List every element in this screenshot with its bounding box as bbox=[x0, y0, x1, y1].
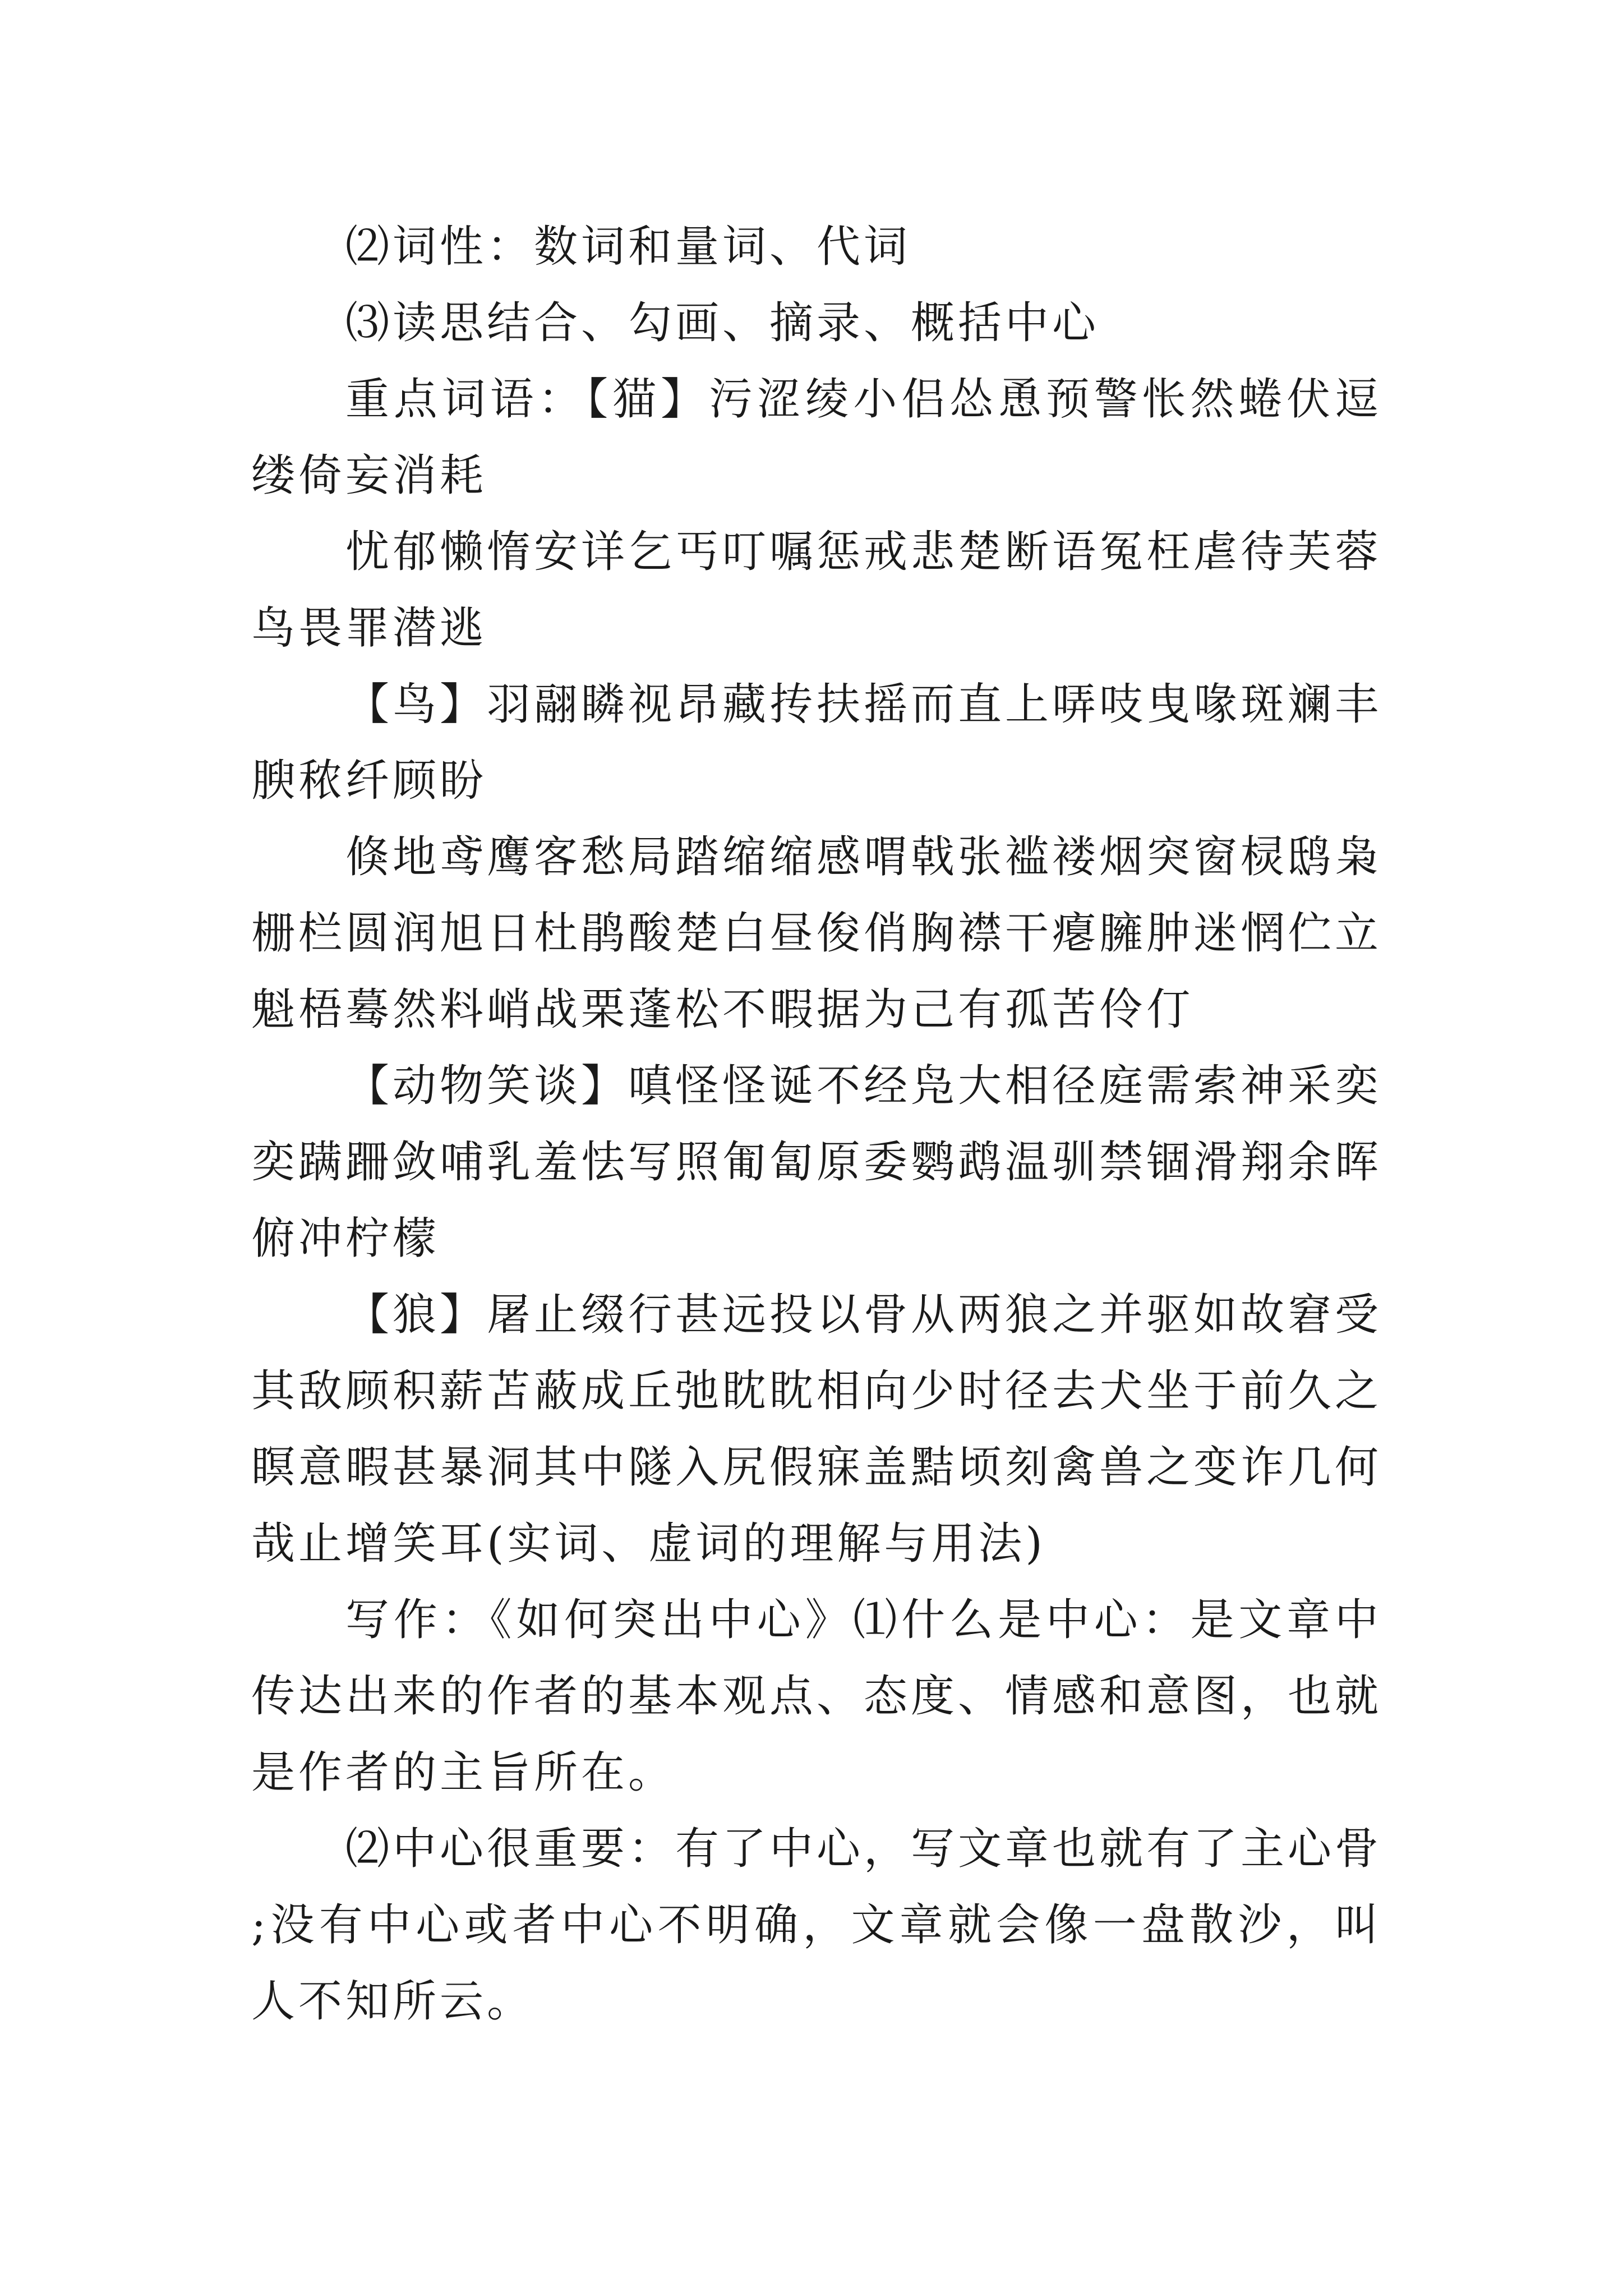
paragraph-center-importance: ⑵中心很重要：有了中心，写文章也就有了主心骨;没有中心或者中心不明确，文章就会像一盘散沙，叫人不知所云。 bbox=[251, 1824, 1382, 2027]
paragraph-key-words-cat-cont: 忧郁懒惰安详乞丐叮嘱惩戒悲楚断语冤枉虐待芙蓉鸟畏罪潜逃 bbox=[251, 527, 1382, 654]
paragraph-part-of-speech: ⑵词性：数词和量词、代词 bbox=[345, 222, 911, 272]
paragraph-key-words-bird: 【鸟】羽翮瞵视昂藏抟扶摇而直上哢吱曳喙斑斓丰腴秾纤顾盼 bbox=[251, 679, 1382, 806]
paragraph-key-words-wolf: 【狼】屠止缀行甚远投以骨从两狼之并驱如故窘受其敌顾积薪苫蔽成丘弛眈眈相向少时径去犬坐于前久之瞑意暇甚暴洞其中隧入尻假寐盖黠顷刻禽兽之变诈几何哉止增笑耳(实词、虚词的理解与用法) bbox=[251, 1290, 1382, 1569]
paragraph-key-words-bird-cont: 倏地鸢鹰客愁局踏缩缩感喟戟张褴褛烟突窗棂鸱枭栅栏圆润旭日杜鹃酸楚白昼俊俏胸襟干瘪臃肿迷惘伫立魁梧蓦然料峭战栗蓬松不暇据为己有孤苦伶仃 bbox=[251, 832, 1382, 1035]
paragraph-key-words-cat: 重点词语：【猫】污涩绫小侣怂恿预警怅然蜷伏逗缕倚妄消耗 bbox=[251, 374, 1382, 501]
paragraph-reading-method: ⑶读思结合、勾画、摘录、概括中心 bbox=[345, 298, 1100, 348]
paragraph-key-words-animal-talk: 【动物笑谈】嗔怪怪诞不经凫大相径庭需索神采奕奕蹒跚敛哺乳羞怯写照匍匐原委鹦鹉温驯禁锢滑翔余晖俯冲柠檬 bbox=[251, 1061, 1382, 1264]
paragraph-writing-center: 写作：《如何突出中心》⑴什么是中心：是文章中传达出来的作者的基本观点、态度、情感和意图，也就是作者的主旨所在。 bbox=[251, 1595, 1382, 1798]
document-body bbox=[251, 209, 1382, 2040]
